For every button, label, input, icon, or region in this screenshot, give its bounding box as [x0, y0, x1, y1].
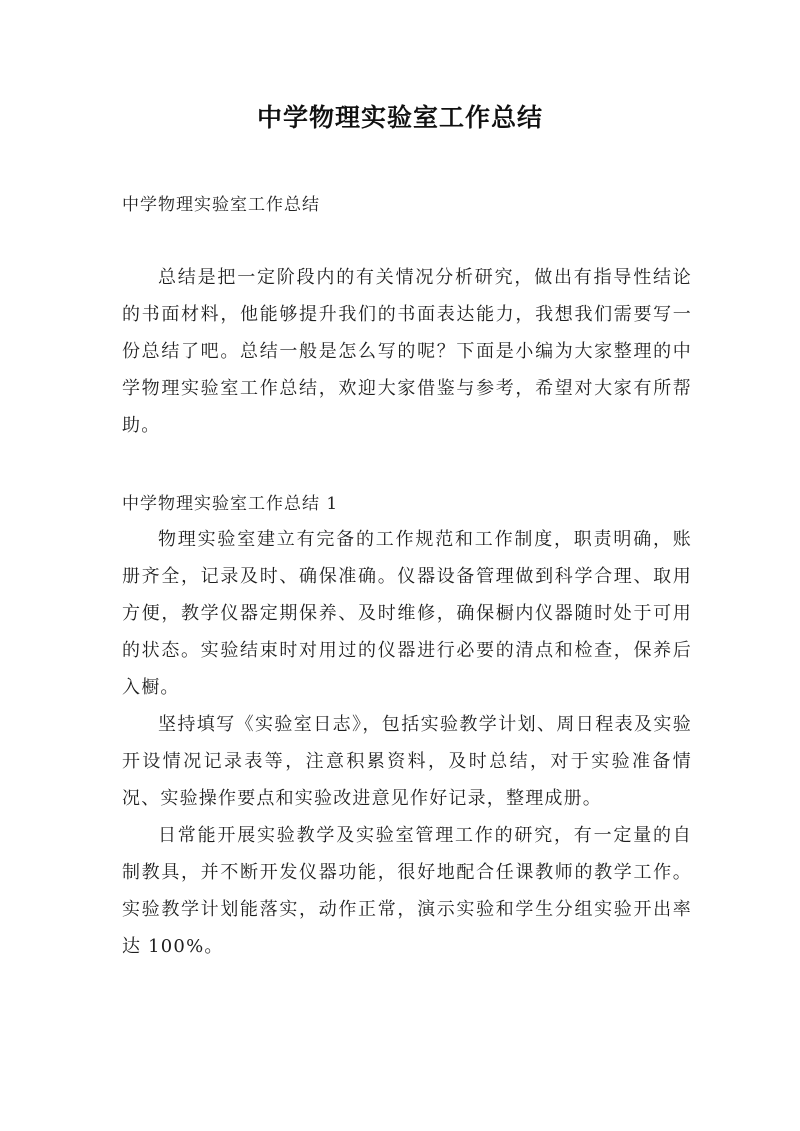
- intro-section: [122, 259, 692, 444]
- section-body: [122, 521, 692, 965]
- body-paragraph: 坚持填写《实验室日志》，包括实验教学计划、周日程表及实验开设情况记录表等，注意积累资料，及时总结，对于实验准备情况、实验操作要点和实验改进意见作好记录，整理成册。: [122, 714, 692, 809]
- document-subtitle: 中学物理实验室工作总结: [122, 195, 320, 215]
- document-title: 中学物理实验室工作总结: [256, 103, 543, 132]
- body-paragraph: 日常能开展实验教学及实验室管理工作的研究，有一定量的自制教具，并不断开发仪器功能，很好地配合任课教师的教学工作。实验教学计划能落实，动作正常，演示实验和学生分组实验开出率达 100%。: [122, 825, 692, 957]
- intro-paragraph: 总结是把一定阶段内的有关情况分析研究，做出有指导性结论的书面材料，他能够提升我们的书面表达能力，我想我们需要写一份总结了吧。总结一般是怎么写的呢？下面是小编为大家整理的中学物理实验室工作总结，欢迎大家借鉴与参考，希望对大家有所帮助。: [122, 267, 692, 436]
- section-heading: 中学物理实验室工作总结 1: [122, 494, 339, 514]
- body-paragraph: 物理实验室建立有完备的工作规范和工作制度，职责明确，账册齐全，记录及时、确保准确。仪器设备管理做到科学合理、取用方便，教学仪器定期保养、及时维修，确保橱内仪器随时处于可用的状态。实验结束时对用过的仪器进行必要的清点和检查，保养后入橱。: [122, 529, 692, 698]
